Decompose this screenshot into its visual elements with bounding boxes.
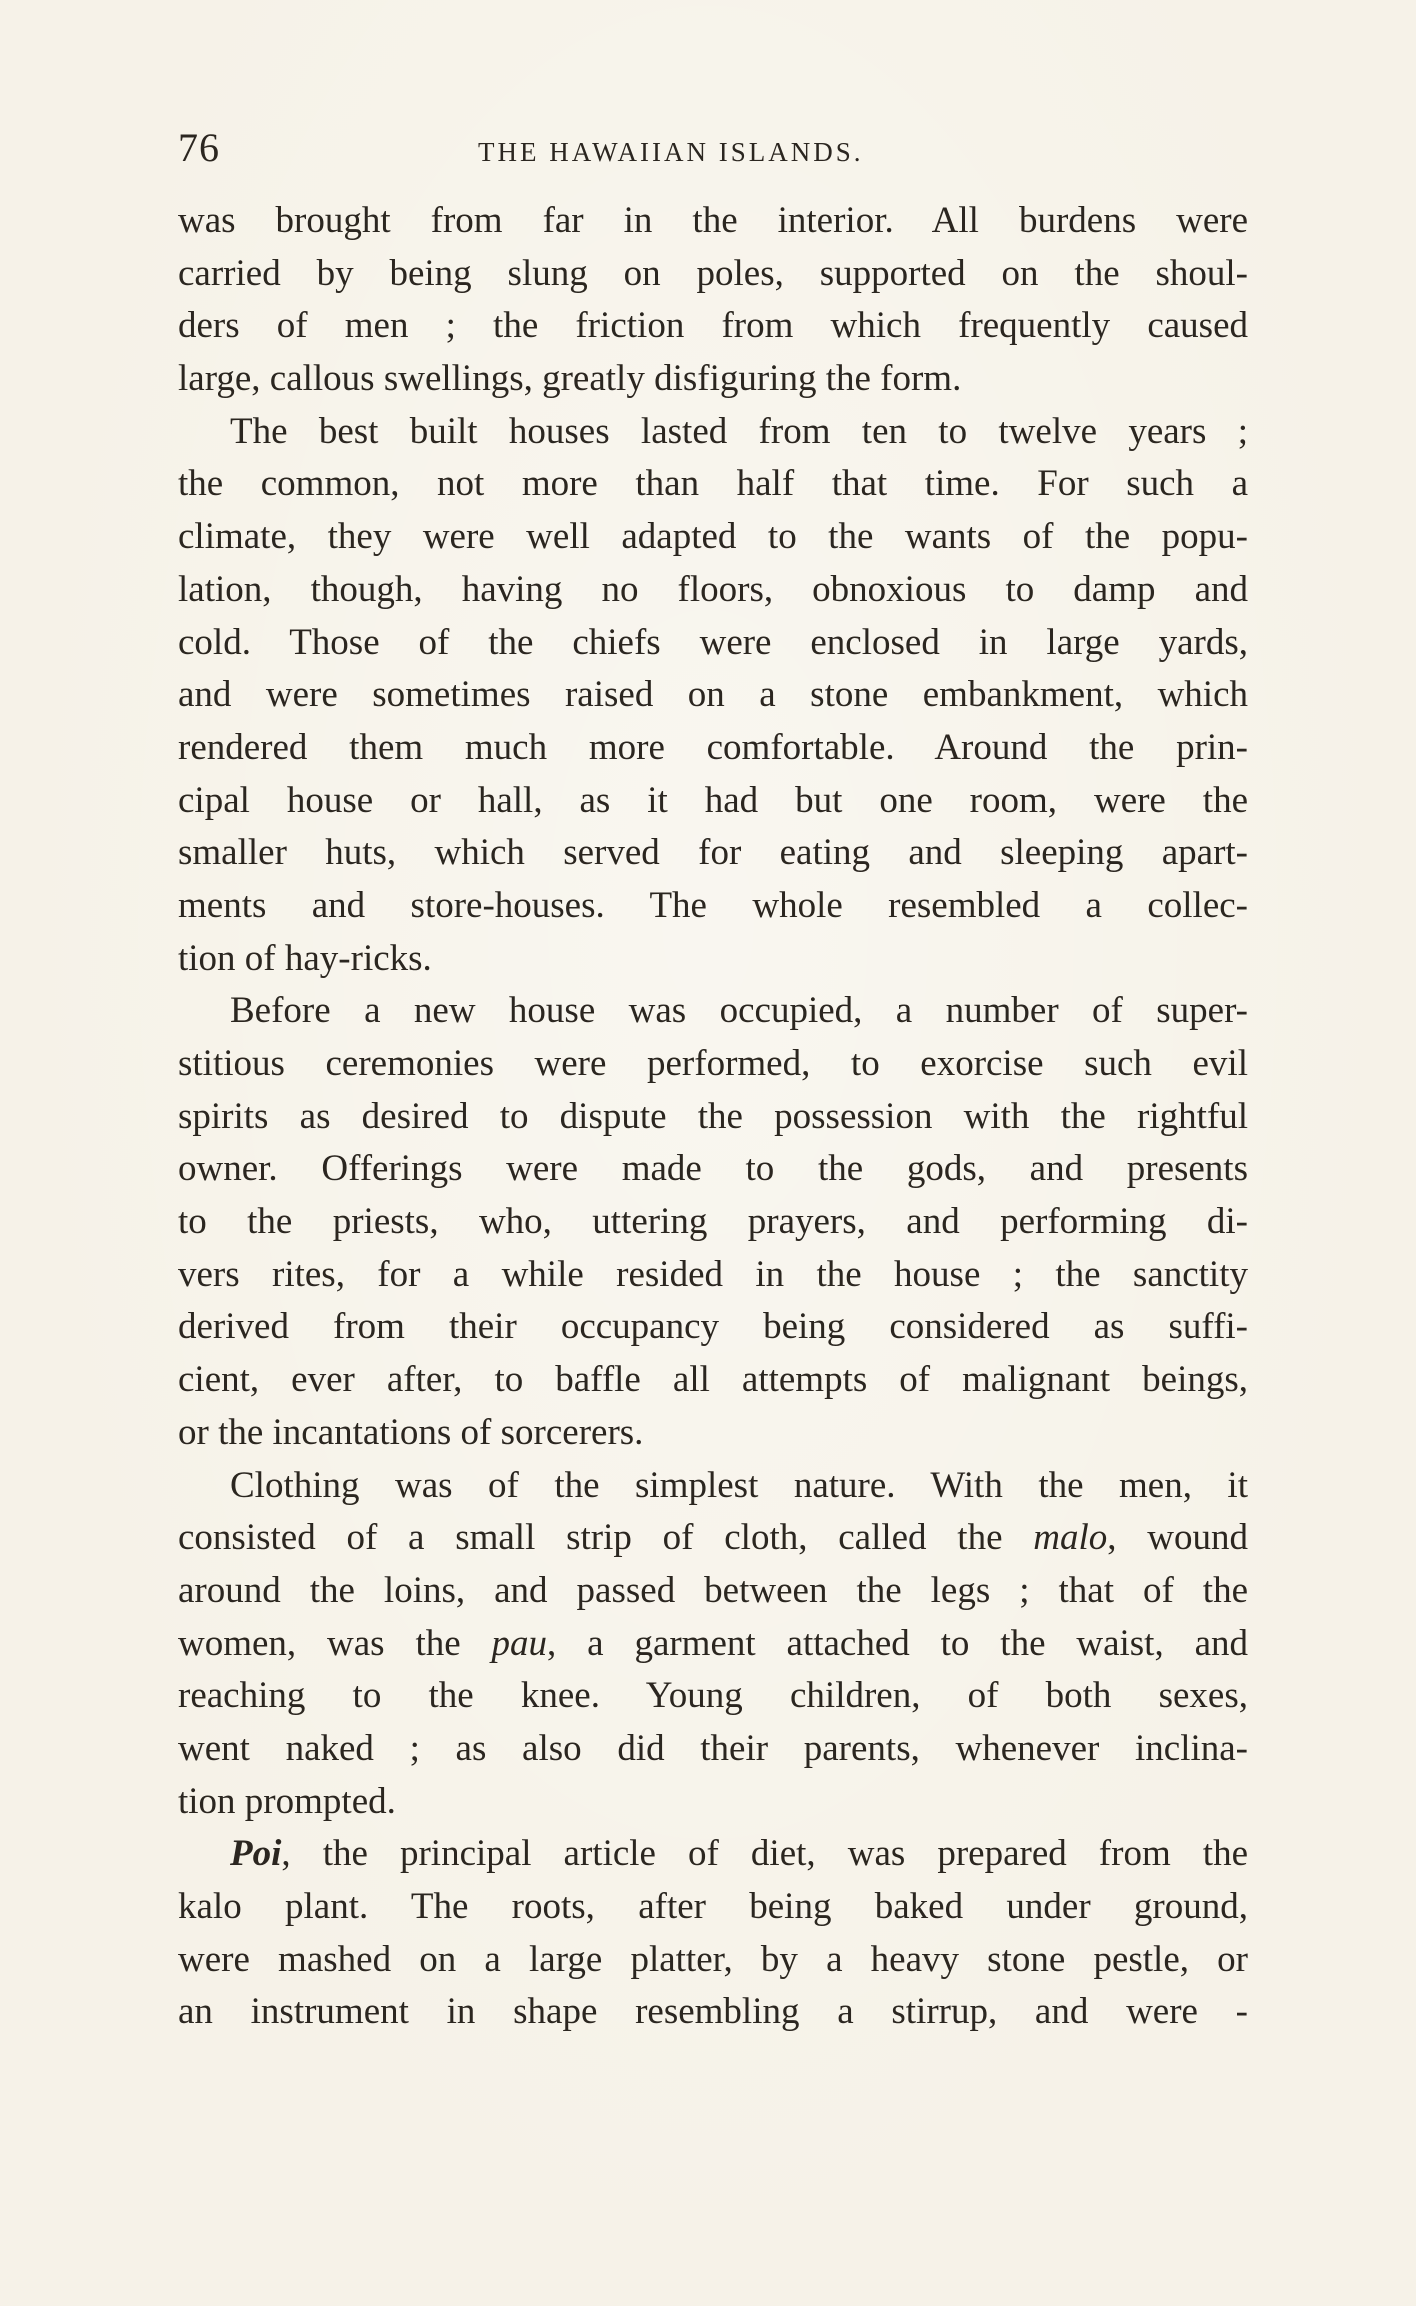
text-line: ders of men ; the friction from which frequently caused [178,305,1248,347]
page-number: 76 [178,125,220,170]
text-line: large, callous swellings, greatly disfiguring the form. [178,358,962,400]
paragraph-start-line [178,1828,1248,1881]
paragraph-start-line: Before a new house was occupied, a number of super- [230,990,1248,1032]
text-line: reaching to the knee. Young children, of both sexes, [178,1675,1248,1717]
text-line: and were sometimes raised on a stone embankment, which [178,674,1248,716]
text-segment: , wound [1107,1517,1248,1559]
text-line: owner. Offerings were made to the gods, and presents [178,1148,1248,1190]
paragraph-start-line: The best built houses lasted from ten to twelve years ; [230,410,1248,452]
running-head [178,118,1248,178]
text-line-with-italic [178,1618,1248,1671]
text-line: climate, they were well adapted to the wants of the popu- [178,516,1248,558]
text-line: smaller huts, which served for eating and sleeping apart- [178,832,1248,874]
text-line: tion of hay-ricks. [178,937,432,979]
text-line: to the priests, who, uttering prayers, and performing di- [178,1201,1248,1243]
text-segment: , the principal article of diet, was prepared from the [281,1833,1248,1875]
bold-italic-term-poi: Poi [230,1833,282,1875]
text-segment: , a garment attached to the waist, and [547,1622,1249,1664]
text-segment: consisted of a small strip of cloth, called the [178,1517,1034,1559]
italic-term-pau: pau [491,1622,548,1664]
text-line: carried by being slung on poles, supported on the shoul- [178,252,1248,294]
paragraph-start-line: Clothing was of the simplest nature. With the men, it [230,1464,1248,1506]
text-line: ments and store-houses. The whole resembled a collec- [178,884,1248,926]
body-text [178,195,1248,2039]
text-line: an instrument in shape resembling a stirrup, and were - [178,1991,1248,2033]
text-line: spirits as desired to dispute the possession with the rightful [178,1095,1248,1137]
text-line: vers rites, for a while resided in the house ; the sanctity [178,1253,1248,1295]
text-line: was brought from far in the interior. All burdens were [178,200,1248,241]
text-line: tion prompted. [178,1780,396,1822]
text-line: lation, though, having no floors, obnoxious to damp and [178,568,1248,610]
text-line: rendered them much more comfortable. Around the prin- [178,726,1248,768]
text-line: were mashed on a large platter, by a heavy stone pestle, or [178,1938,1248,1980]
text-line: derived from their occupancy being considered as suffi- [178,1306,1248,1348]
text-line-with-italic [178,1512,1248,1565]
text-line: went naked ; as also did their parents, whenever inclina- [178,1727,1248,1769]
italic-term-malo: malo [1033,1517,1108,1559]
text-segment: women, was the [178,1622,492,1664]
text-line: cold. Those of the chiefs were enclosed in large yards, [178,621,1248,663]
text-line: kalo plant. The roots, after being baked under ground, [178,1886,1248,1927]
running-title: THE HAWAIIAN ISLANDS. [478,137,864,167]
text-line: the common, not more than half that time. For such a [178,463,1248,505]
text-line: or the incantations of sorcerers. [178,1411,644,1453]
text-line: around the loins, and passed between the legs ; that of the [178,1569,1248,1611]
text-line: cient, ever after, to baffle all attempts of malignant beings, [178,1359,1248,1401]
text-line: stitious ceremonies were performed, to exorcise such evil [178,1043,1248,1084]
text-line: cipal house or hall, as it had but one room, were the [178,779,1248,821]
